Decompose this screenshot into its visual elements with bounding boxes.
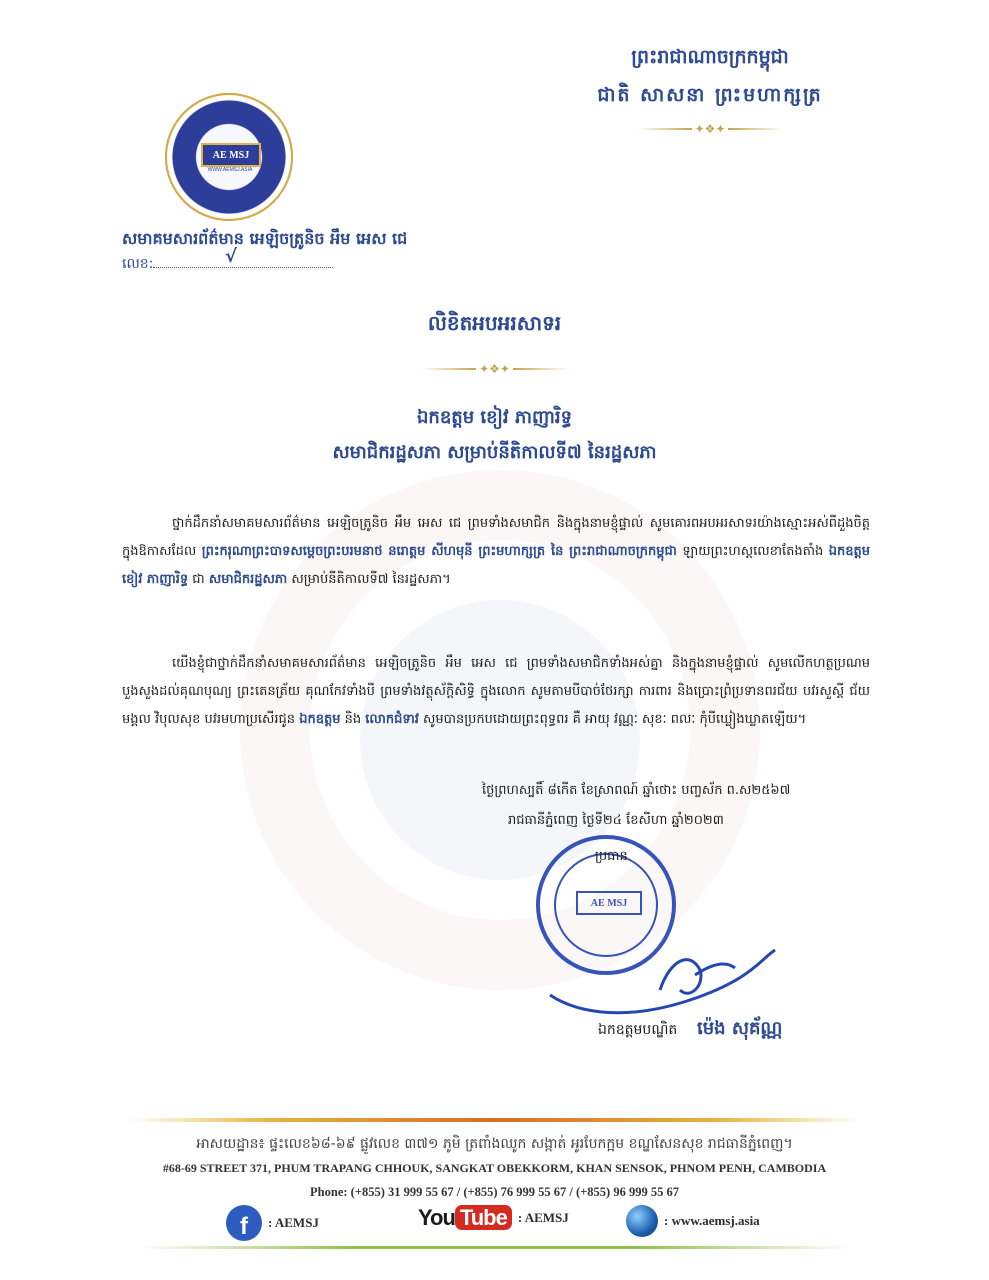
association-logo	[165, 93, 293, 221]
kingdom-heading: ព្រះរាជាណាចក្រកម្ពុជា	[631, 46, 789, 68]
footer-divider	[130, 1118, 860, 1122]
blessing-paragraph-2: យើងខ្ញុំជាថ្នាក់ដឹកនាំសមាគមសារព័ត៌មាន អេឡិចត្រូនិច អឹម អេស ជេ ព្រមទាំងសមាជិកទាំងអស់គ្នា និងក្នុងនាមខ្ញុំផ្ទាល់ សូមលើកហត្ថប្រណមបួងសួងដល់គុណបុណ្យ ព្រះតេនត្រ័យ គុណកែវទាំងបី ព្រមទាំងវត្ថុស័ក្តិសិទ្ធិ ក្នុងលោក សូមតាមបីបាច់ថែរក្សា ការពារ និងប្រោះព្រំប្រទានពរជ័យ បវរសួស្តី ជ័យមង្គល វិបុលសុខ បវរមហាប្រសើរជូន ឯកឧត្តម និង លោកជំទាវ សូមបានប្រកបដោយព្រះពុទ្ធពរ គឺ អាយុ វណ្ណៈ សុខៈ ពលៈ កុំបីឃ្លៀងឃ្លាតឡើយ។	[122, 656, 870, 727]
header-ornament: ✦❖✦	[605, 122, 815, 136]
footer-address-english: #68-69 STREET 371, PHUM TRAPANG CHHOUK, SANGKAT OBEKKORM, KHAN SENSOK, PHNOM PENH, CAMBODIA	[162, 1161, 827, 1175]
document-title: លិខិតអបអរសាទរ	[427, 311, 562, 335]
honoree-name: ឯកឧត្តម ខៀវ ភាញារិទ្ធ	[416, 407, 572, 428]
title-ornament: ✦❖✦	[0, 362, 989, 376]
honoree-position: សមាជិករដ្ឋសភា សម្រាប់នីតិកាលទី៧ នៃរដ្ឋសភា	[332, 442, 657, 463]
website-link[interactable]	[626, 1205, 760, 1237]
signer-title: ឯកឧត្តមបណ្ឌិត	[598, 1022, 678, 1038]
facebook-link[interactable]	[226, 1205, 319, 1241]
kingdom-motto: ជាតិ សាសនា ព្រះមហាក្សត្រ	[597, 84, 823, 106]
facebook-handle: : AEMSJ	[268, 1215, 319, 1230]
logo-site-text: WWW.AEMSJ.ASIA	[207, 167, 253, 173]
seal-emblem-text: AE MSJ	[576, 891, 642, 915]
footer-phone: Phone: (+855) 31 999 55 67 / (+855) 76 999 55 67 / (+855) 96 999 55 67	[310, 1185, 679, 1199]
globe-icon	[626, 1205, 658, 1237]
youtube-icon: You Tube	[418, 1205, 512, 1231]
handwritten-signature	[540, 920, 790, 1030]
signer-name: ម៉េង សុគ័ណ្ណ	[697, 1018, 783, 1039]
congratulation-paragraph-1: ថ្នាក់ដឹកនាំសមាគមសារព័ត៌មាន អេឡិចត្រូនិច អឹម អេស ជេ ព្រមទាំងសមាជិក និងក្នុងនាមខ្ញុំផ្ទាល់ សូមគោរពអបអរសាទរយ៉ាងស្មោះអស់ពីដួងចិត្ត ក្នុងឱកាសដែល ព្រះករុណាព្រះបាទសម្តេចព្រះបរមនាថ នរោត្តម សីហមុនី ព្រះមហាក្សត្រ នៃ ព្រះរាជាណាចក្រកម្ពុជា ឡាយព្រះហស្តលេខាតែងតាំង ឯកឧត្តម ខៀវ ភាញារិទ្ធ ជា សមាជិករដ្ឋសភា សម្រាប់នីតិកាលទី៧ នៃរដ្ឋសភា។	[122, 516, 870, 587]
footer-bottom-divider	[140, 1246, 850, 1249]
footer-address-khmer: អាសយដ្ឋាន៖ ផ្ទះលេខ៦៨-៦៩ ផ្លូវលេខ ៣៧១ ភូមិ ត្រពាំងឈូក សង្កាត់ អូរបែកក្អម ខណ្ឌសែនសុខ រាជធានីភ្នំពេញ។	[196, 1136, 793, 1152]
website-url: : www.aemsj.asia	[664, 1213, 760, 1228]
logo-emblem-text: AE MSJ	[201, 143, 261, 167]
youtube-handle: : AEMSJ	[517, 1210, 569, 1225]
facebook-icon: f	[226, 1205, 262, 1241]
lunar-date: ថ្ងៃព្រហស្បតិ៍ ៨កើត ខែស្រាពណ៍ ឆ្នាំថោះ បញ្ចស័ក ព.ស២៥៦៧	[482, 783, 791, 798]
youtube-link[interactable]	[418, 1205, 569, 1231]
reference-checkmark: √	[225, 246, 238, 267]
organization-name: សមាគមសារព័ត៌មាន អេឡិចត្រូនិច អឹម អេស ជេ	[122, 229, 408, 248]
reference-label: លេខ:	[122, 256, 154, 272]
president-label: ប្រធាន	[595, 849, 628, 864]
solar-date: រាជធានីភ្នំពេញ ថ្ងៃទី២៤ ខែសីហា ឆ្នាំ២០២៣	[508, 813, 724, 828]
